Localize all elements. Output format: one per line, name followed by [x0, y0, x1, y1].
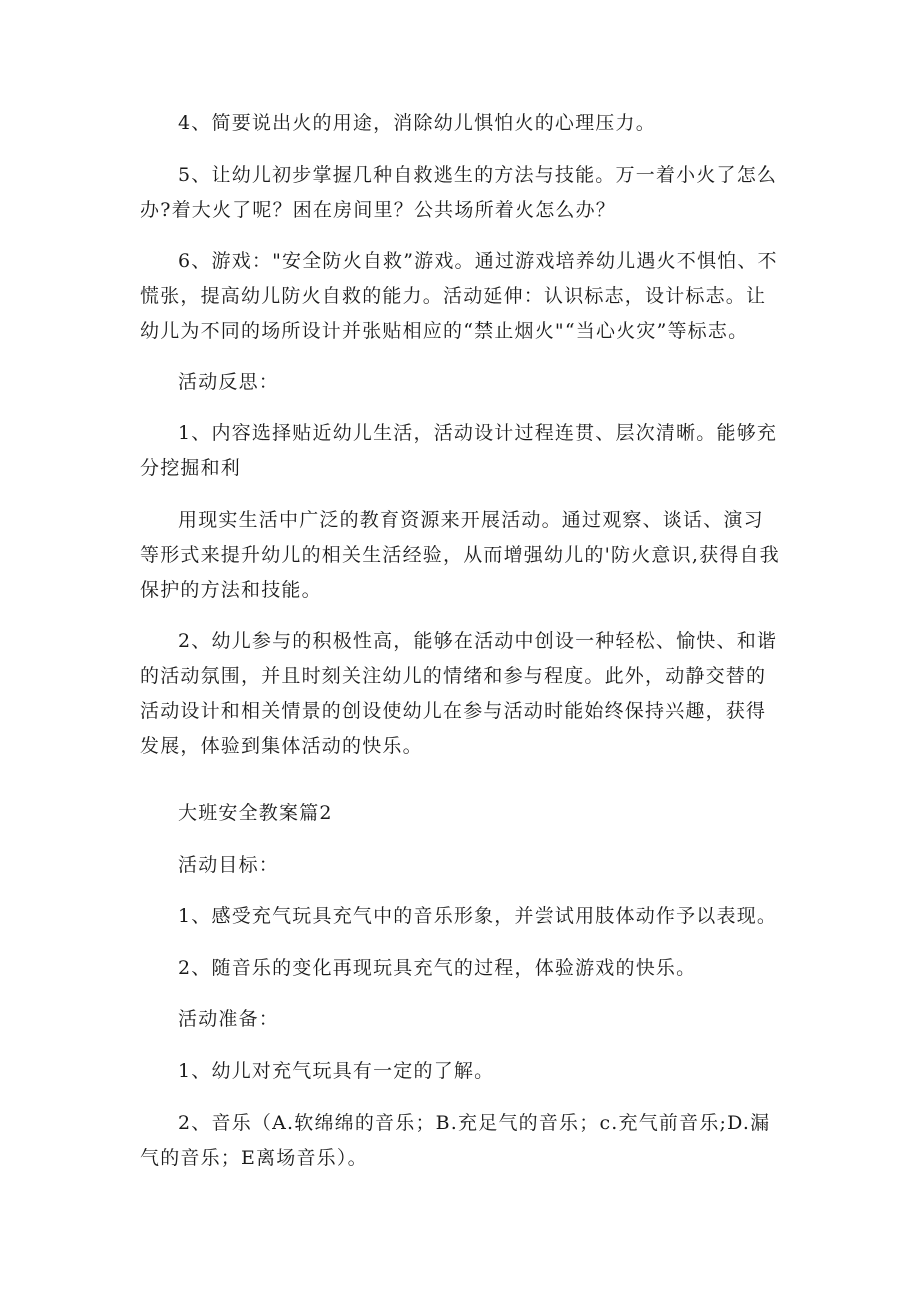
paragraph-goal-1: 1、感受充气玩具充气中的音乐形象，并尝试用肢体动作予以表现。 [178, 905, 778, 927]
paragraph-goal-2: 2、随音乐的变化再现玩具充气的过程，体验游戏的快乐。 [178, 957, 697, 979]
paragraph-escape-skills: 5、让幼儿初步掌握几种自救逃生的方法与技能。万一着小火了怎么办?着大火了呢？困在房间里？公共场所着火怎么办？ [140, 164, 778, 221]
paragraph-fire-uses: 4、简要说出火的用途，消除幼儿惧怕火的心理压力。 [178, 112, 656, 134]
section-heading-lesson-2: 大班安全教案篇2 [178, 802, 333, 824]
heading-activity-preparation: 活动准备： [178, 1008, 280, 1030]
paragraph-reflection-1-continued: 用现实生活中广泛的教育资源来开展活动。通过观察、谈话、演习等形式来提升幼儿的相关生活经验，从而增强幼儿的'防火意识,获得自我保护的方法和技能。 [140, 509, 780, 601]
paragraph-preparation-1: 1、幼儿对充气玩具有一定的了解。 [178, 1060, 495, 1082]
paragraph-reflection-1: 1、内容选择贴近幼儿生活，活动设计过程连贯、层次清晰。能够充分挖掘和利 [140, 422, 778, 479]
heading-activity-reflection: 活动反思： [178, 371, 280, 393]
paragraph-safety-game: 6、游戏："安全防火自救”游戏。通过游戏培养幼儿遇火不惧怕、不慌张，提高幼儿防火自救的能力。活动延伸：认识标志，设计标志。让幼儿为不同的场所设计并张贴相应的“禁止烟火"“当心火灾”等标志。 [140, 250, 778, 342]
paragraph-preparation-2: 2、音乐（A.软绵绵的音乐；B.充足气的音乐；c.充气前音乐;D.漏气的音乐；E离场音乐）。 [140, 1112, 771, 1169]
paragraph-reflection-2: 2、幼儿参与的积极性高，能够在活动中创设一种轻松、愉快、和谐的活动氛围，并且时刻关注幼儿的情绪和参与程度。此外，动静交替的活动设计和相关情景的创设使幼儿在参与活动时能始终保持兴趣，获得发展，体验到集体活动的快乐。 [140, 630, 778, 757]
heading-activity-goals: 活动目标： [178, 854, 280, 876]
